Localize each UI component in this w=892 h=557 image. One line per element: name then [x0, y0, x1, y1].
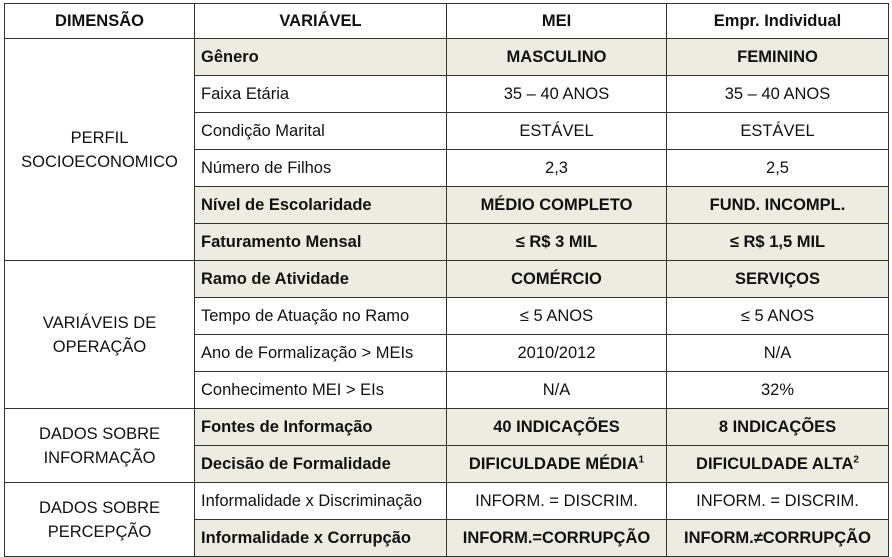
- ei-value-cell: [667, 224, 889, 261]
- variable-cell: Informalidade x Discriminação: [195, 483, 447, 520]
- dimension-cell: [5, 39, 195, 261]
- variable-cell: Número de Filhos: [195, 150, 447, 187]
- dimension-cell: [5, 261, 195, 409]
- value-text: 35 – 40 ANOS: [724, 84, 831, 103]
- value-text: MASCULINO: [506, 47, 607, 66]
- header-mei: MEI: [447, 4, 667, 39]
- variable-cell: Conhecimento MEI > EIs: [195, 372, 447, 409]
- dimension-label-line: PERFIL: [70, 128, 129, 147]
- value-text: DIFICULDADE ALTA: [696, 454, 854, 473]
- dimension-cell: [5, 483, 195, 557]
- footnote-marker: 2: [853, 454, 859, 465]
- ei-value-cell: [667, 446, 889, 483]
- ei-value-cell: [667, 372, 889, 409]
- value-text: INFORM. = DISCRIM.: [696, 491, 859, 510]
- mei-value-cell: [447, 335, 667, 372]
- variable-cell: Ramo de Atividade: [195, 261, 447, 298]
- variable-cell: Gênero: [195, 39, 447, 76]
- dimension-label-line: DADOS SOBRE: [38, 498, 161, 517]
- table-row: [5, 261, 889, 298]
- variable-cell: Tempo de Atuação no Ramo: [195, 298, 447, 335]
- mei-value-cell: [447, 409, 667, 446]
- dimension-label-line: INFORMAÇÃO: [43, 448, 156, 467]
- dimension-label-line: VARIÁVEIS DE: [42, 313, 157, 332]
- mei-value-cell: [447, 372, 667, 409]
- value-text: ≤ 5 ANOS: [740, 306, 815, 325]
- mei-value-cell: [447, 150, 667, 187]
- value-text: 2,5: [766, 158, 789, 177]
- table-row: [5, 409, 889, 446]
- ei-value-cell: [667, 261, 889, 298]
- value-text: 8 INDICAÇÕES: [718, 417, 837, 436]
- header-dimension: DIMENSÃO: [5, 4, 195, 39]
- ei-value-cell: [667, 76, 889, 113]
- header-row: [5, 4, 889, 39]
- variable-cell: Faturamento Mensal: [195, 224, 447, 261]
- table-row: [5, 39, 889, 76]
- value-text: 2,3: [545, 158, 568, 177]
- value-text: FUND. INCOMPL.: [709, 195, 846, 214]
- mei-value-cell: [447, 520, 667, 557]
- comparison-table: [4, 3, 889, 557]
- variable-cell: Nível de Escolaridade: [195, 187, 447, 224]
- value-text: 40 INDICAÇÕES: [493, 417, 620, 436]
- mei-value-cell: [447, 298, 667, 335]
- ei-value-cell: [667, 483, 889, 520]
- ei-value-cell: [667, 113, 889, 150]
- mei-value-cell: [447, 261, 667, 298]
- ei-value-cell: [667, 298, 889, 335]
- variable-cell: Decisão de Formalidade: [195, 446, 447, 483]
- value-text: 32%: [760, 380, 795, 399]
- value-text: ESTÁVEL: [740, 121, 815, 140]
- mei-value-cell: [447, 446, 667, 483]
- dimension-label-line: DADOS SOBRE: [38, 424, 161, 443]
- variable-cell: Fontes de Informação: [195, 409, 447, 446]
- ei-value-cell: [667, 150, 889, 187]
- value-text: INFORM. = DISCRIM.: [475, 491, 638, 510]
- ei-value-cell: [667, 409, 889, 446]
- mei-value-cell: [447, 224, 667, 261]
- mei-value-cell: [447, 187, 667, 224]
- value-text: MÉDIO COMPLETO: [480, 195, 633, 214]
- value-text: FEMININO: [737, 47, 818, 66]
- value-text: COMÉRCIO: [511, 269, 602, 288]
- mei-value-cell: [447, 39, 667, 76]
- ei-value-cell: [667, 39, 889, 76]
- value-text: N/A: [763, 343, 792, 362]
- variable-cell: Faixa Etária: [195, 76, 447, 113]
- value-text: ≤ R$ 1,5 MIL: [729, 232, 826, 251]
- value-text: ≤ R$ 3 MIL: [515, 232, 598, 251]
- footnote-marker: 1: [638, 454, 645, 465]
- mei-value-cell: [447, 113, 667, 150]
- value-text: INFORM.≠CORRUPÇÃO: [684, 528, 871, 547]
- dimension-label-line: SOCIOECONOMICO: [21, 152, 178, 171]
- dimension-label-line: PERCEPÇÃO: [47, 522, 152, 541]
- value-text: ≤ 5 ANOS: [519, 306, 594, 325]
- ei-value-cell: [667, 335, 889, 372]
- mei-value-cell: [447, 483, 667, 520]
- value-text: INFORM.=CORRUPÇÃO: [462, 528, 651, 547]
- table-row: [5, 483, 889, 520]
- ei-value-cell: [667, 187, 889, 224]
- table-body: [5, 39, 889, 557]
- value-text: 2010/2012: [517, 343, 596, 362]
- value-text: 35 – 40 ANOS: [503, 84, 610, 103]
- header-variable: VARIÁVEL: [195, 4, 447, 39]
- dimension-label-line: OPERAÇÃO: [52, 337, 147, 356]
- value-text: N/A: [542, 380, 571, 399]
- variable-cell: Ano de Formalização > MEIs: [195, 335, 447, 372]
- dimension-cell: [5, 409, 195, 483]
- value-text: ESTÁVEL: [519, 121, 594, 140]
- ei-value-cell: [667, 520, 889, 557]
- value-text: SERVIÇOS: [735, 269, 820, 288]
- value-text: DIFICULDADE MÉDIA: [468, 454, 639, 473]
- mei-value-cell: [447, 76, 667, 113]
- header-empr-individual: Empr. Individual: [667, 4, 889, 39]
- variable-cell: Informalidade x Corrupção: [195, 520, 447, 557]
- variable-cell: Condição Marital: [195, 113, 447, 150]
